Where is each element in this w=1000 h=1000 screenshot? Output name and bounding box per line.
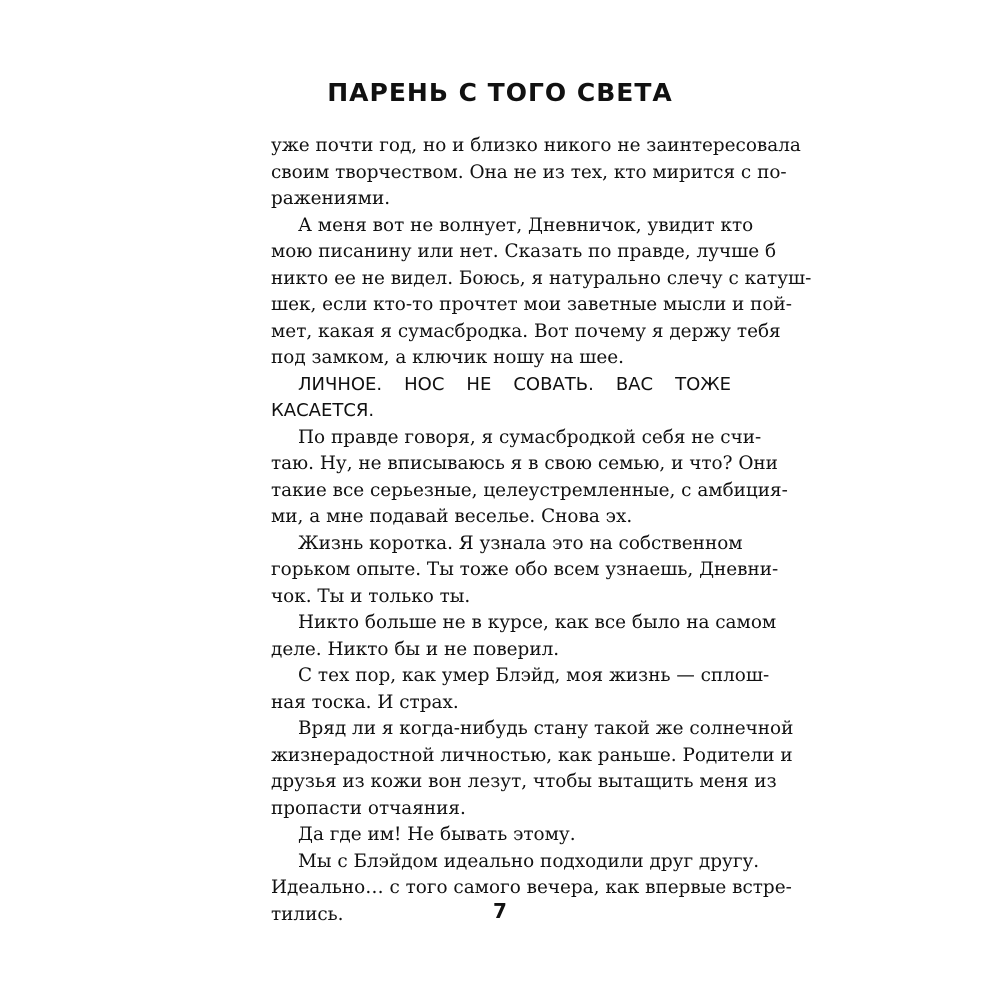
paragraph-first-line: А меня вот не волнует, Дневничок, увидит кто <box>298 214 754 236</box>
text-line: чок. Ты и только ты. <box>271 585 471 607</box>
text-line: КАСАЕТСЯ. <box>271 400 375 421</box>
text-line: ная тоска. И страх. <box>271 691 459 713</box>
text-line: своим творчеством. Она не из тех, кто мирится с по- <box>271 161 787 183</box>
body-text <box>271 133 812 928</box>
text-line: деле. Никто бы и не поверил. <box>271 638 560 660</box>
text-line: Идеально… с того самого вечера, как впервые встре- <box>271 877 792 898</box>
paragraph-first-line: По правде говоря, я сумасбродкой себя не счи- <box>298 426 762 448</box>
paragraph-first-line: Вряд ли я когда-нибудь стану такой же солнечной <box>298 718 794 739</box>
text-line: жизнерадостной личностью, как раньше. Родители и <box>271 744 793 766</box>
page-number: 7 <box>493 899 507 923</box>
text-line: тились. <box>271 903 344 925</box>
text-line: горьком опыте. Ты тоже обо всем узнаешь, Дневни- <box>271 559 779 580</box>
paragraph-first-line: Мы с Блэйдом идеально подходили друг другу. <box>298 850 760 872</box>
paragraph-first-line: С тех пор, как умер Блэйд, моя жизнь — сплош- <box>298 665 770 686</box>
paragraph-first-line: Никто больше не в курсе, как все было на самом <box>298 612 777 633</box>
text-line: никто ее не видел. Боюсь, я натурально слечу с катуш- <box>271 267 812 289</box>
text-line: пропасти отчаяния. <box>271 797 466 819</box>
text-line: друзья из кожи вон лезут, чтобы вытащить меня из <box>271 771 777 792</box>
running-head-title: ПАРЕНЬ С ТОГО СВЕТА <box>327 78 673 107</box>
text-line: ражениями. <box>271 188 391 209</box>
text-line: мет, какая я сумасбродка. Вот почему я держу тебя <box>271 320 781 342</box>
text-line: таю. Ну, не вписываюсь я в свою семью, и что? Они <box>271 453 778 474</box>
text-line: уже почти год, но и близко никого не заинтересовала <box>271 135 801 156</box>
text-line: под замком, а ключик ношу на шее. <box>271 347 624 368</box>
text-line: мою писанину или нет. Сказать по правде, лучше б <box>271 241 777 262</box>
paragraph-first-line: Жизнь коротка. Я узнала это на собственном <box>298 532 743 554</box>
text-line: такие все серьезные, целеустремленные, с амбиция- <box>271 479 788 501</box>
paragraph-first-line: Да где им! Не бывать этому. <box>298 824 576 845</box>
paragraph-first-line: ЛИЧНОЕ. НОС НЕ СОВАТЬ. ВАС ТОЖЕ <box>298 373 731 395</box>
text-line: шек, если кто-то прочтет мои заветные мысли и пой- <box>271 294 792 315</box>
text-line: ми, а мне подавай веселье. Снова эх. <box>271 506 633 527</box>
